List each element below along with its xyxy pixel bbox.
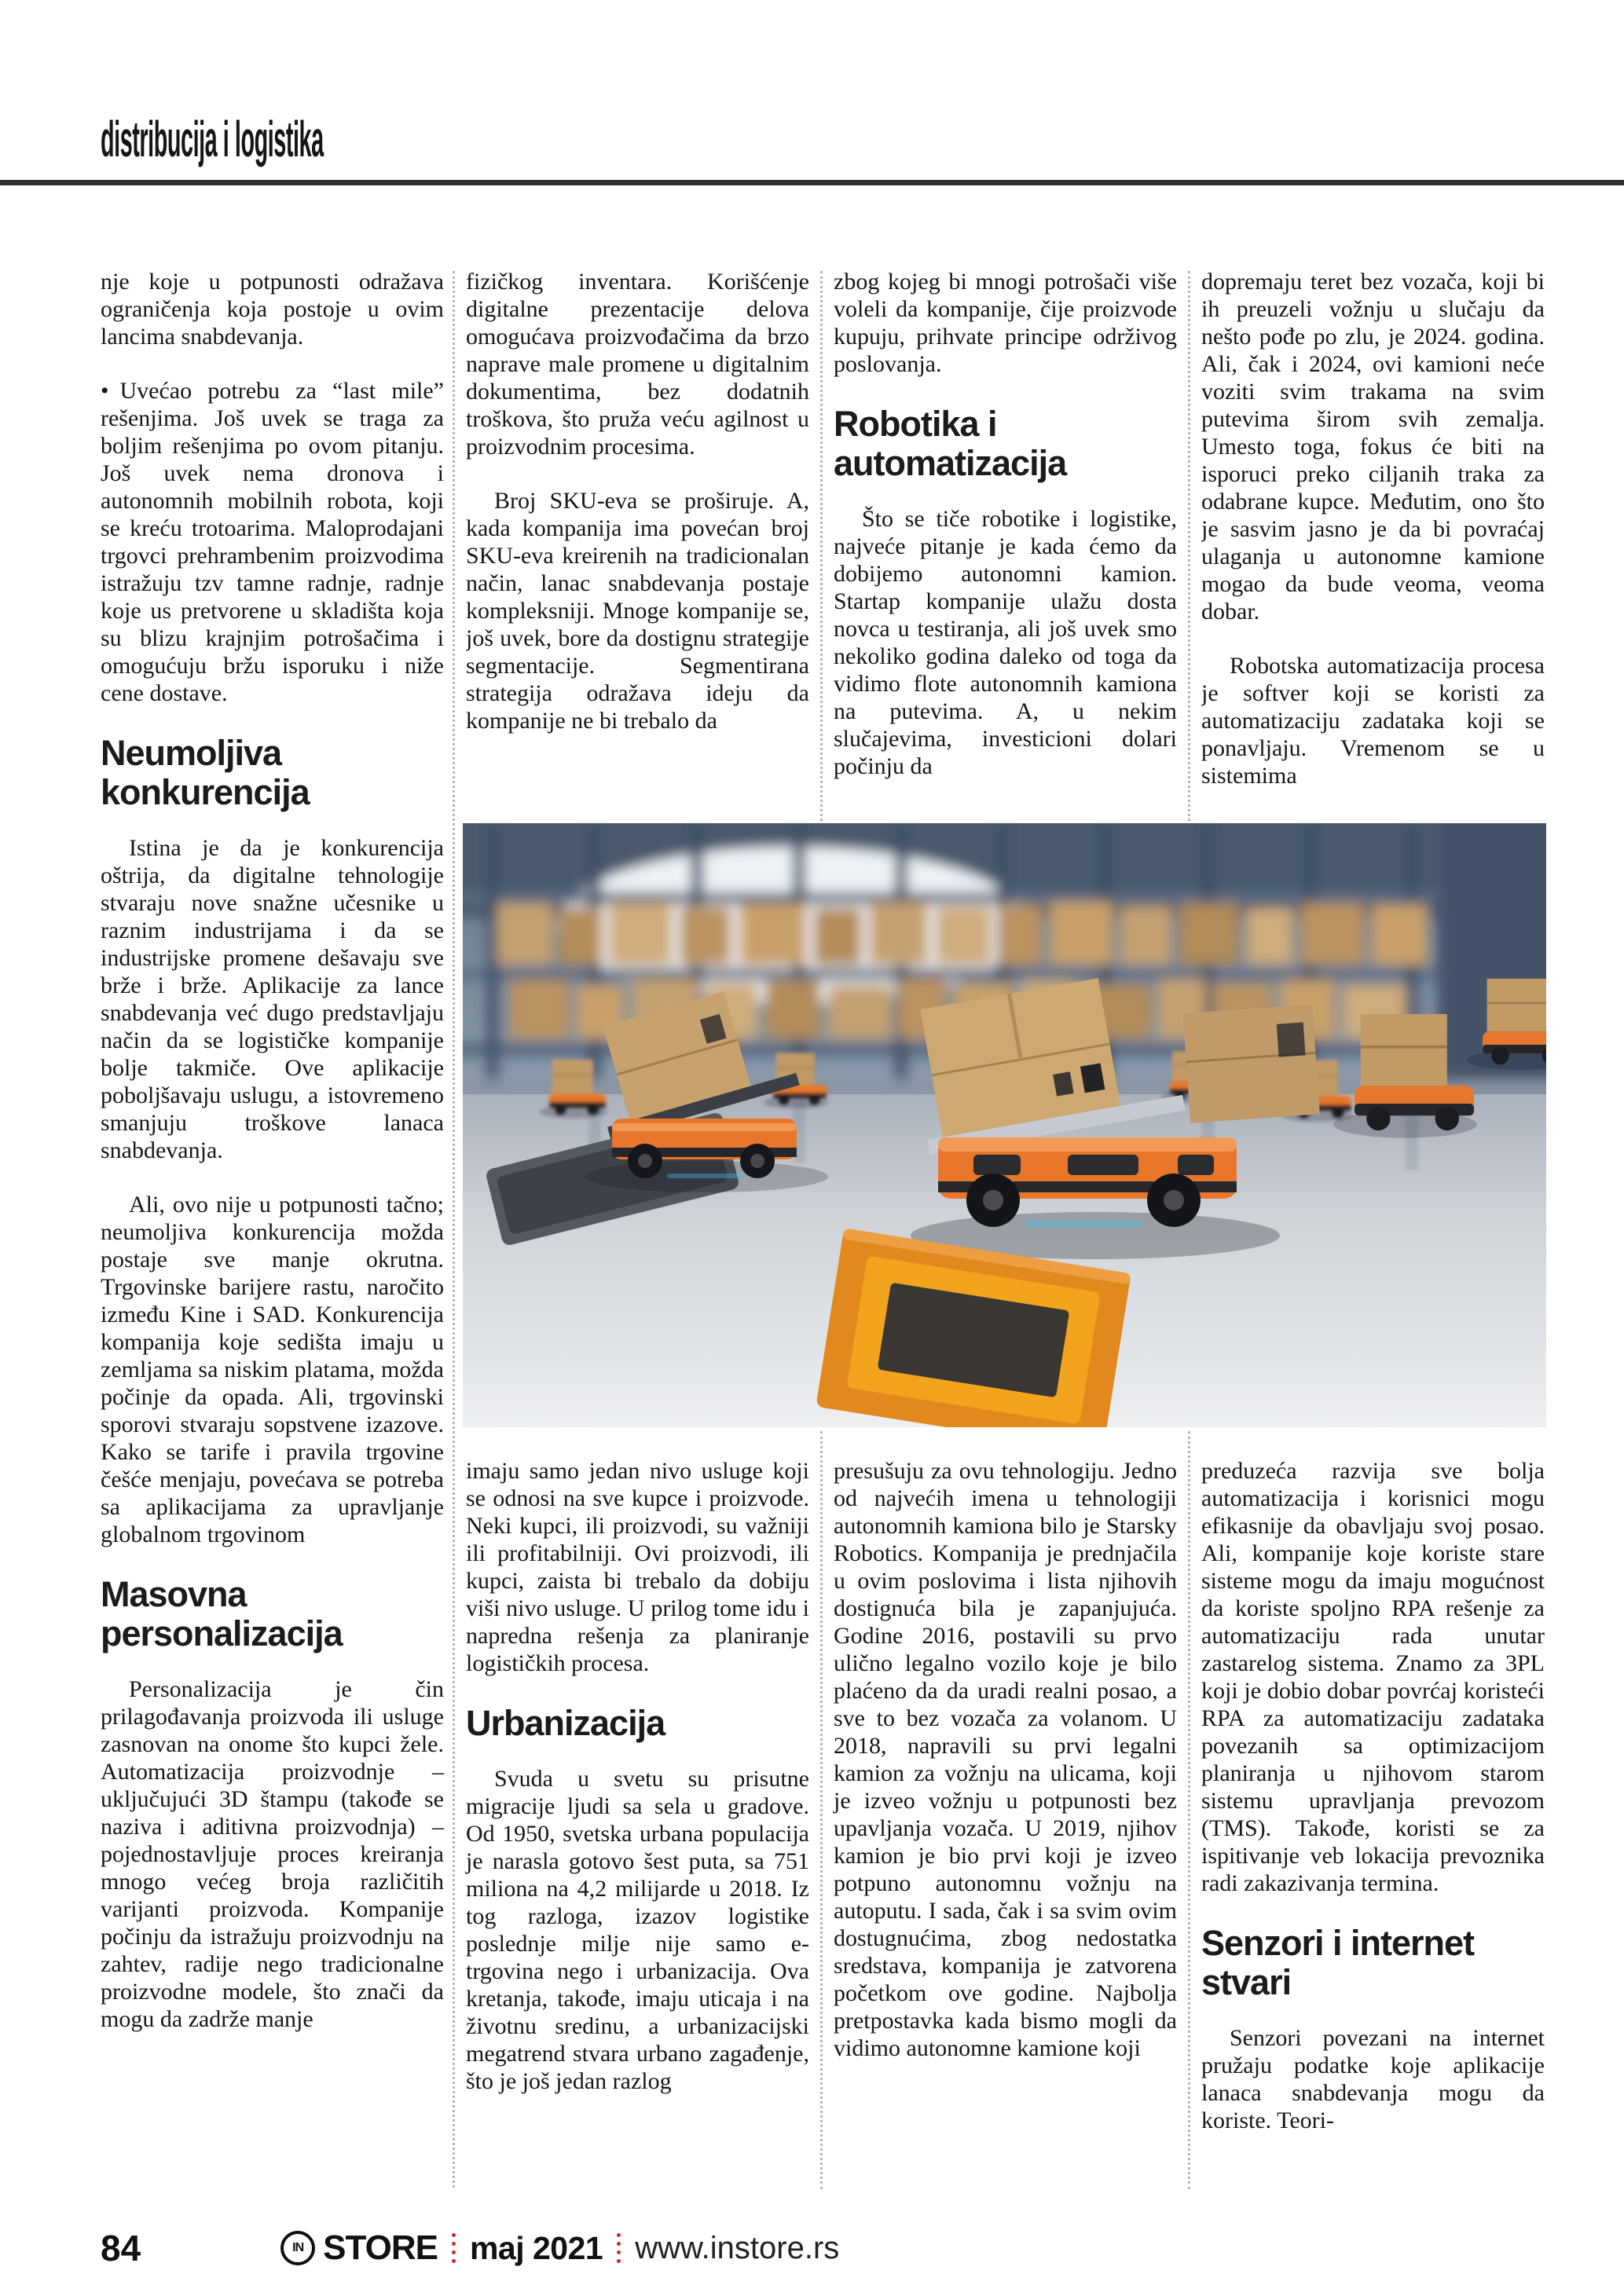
- warehouse-robots-illustration: [463, 823, 1546, 1427]
- header-rule: [0, 180, 1624, 185]
- body-paragraph: Personalizacija je čin prilagođavanja proizvoda ili usluge zasnovan na onome što kupci žele. Automatizacija proizvodnje – uključujući 3D štampu (takođe se naziva i aditivna proizvodnja) – pojednostavljuje proces kreiranja mnogo većeg broja različitih varijanti proizvoda. Kompanije počinju da istražuju proizvodnju na zahtev, radije nego tradicionalne proizvodne modele, što znači da mogu da zadrže manje: [101, 1676, 444, 2032]
- body-paragraph: Broj SKU-eva se proširuje. A, kada kompanija ima povećan broj SKU-eva kreirenih na tradicionalan način, lanac snabdevanja postaje kompleksniji. Mnoge kompanije se, još uvek, bore da dostignu strategije segmentacije. Segmentirana strategija odražava ideju da kompanije ne bi trebalo da: [466, 488, 809, 734]
- paragraph-text: Uvećao potrebu za “last mile” rešenjima. Još uvek se traga za boljim rešenjima po ovom pitanju. Još uvek nema dronova i autonomnih mobilnih robota, koji se kreću trotoarima. Maloprodajani trgovci prehrambenim proizvodima istražuju tzv tamne radnje, radnje koje us pretvorene u skladišta koja su blizu krajnjim potrošačima i omogućuju bržu isporuku i niže cene dostave.: [101, 378, 444, 706]
- body-paragraph: Ali, ovo nije u potpunosti tačno; neumoljiva konkurencija možda postaje sve manje okrutna. Trgovinske barijere rastu, naročito između Kine i SAD. Konkurencija kompanija koje sedišta imaju u zemljama sa niskim platama, možda počinje da opada. Ali, trgovinski sporovi stvaraju sopstvene izazove. Kako se tarife i pravila trgovine češće menjaju, povećava se potreba sa aplikacijama za upravljanje globalnom trgovinom: [101, 1192, 444, 1547]
- body-paragraph: Robotska automatizacija procesa je softver koji se koristi za automatizaciju zadataka koji se ponavljaju. Vremenom se u sistemima: [1201, 653, 1545, 789]
- section-heading: Masovna personalizacija: [101, 1574, 343, 1653]
- body-paragraph: Svuda u svetu su prisutne migracije ljudi sa sela u gradove. Od 1950, svetska urbana populacija je narasla gotovo šest puta, sa 751 miliona na 4,2 milijarde u 2018. Iz tog razloga, izazov logistike poslednje milje nije samo e-trgovina nego i urbanizacija. Ova kretanja, takođe, imaju uticaja i na životnu sredinu, a urbanizacijski megatrend stvara urbano zagađenje, što je još jedan razlog: [466, 1766, 809, 2094]
- page-number: 84: [101, 2228, 141, 2269]
- article-column-1: [101, 268, 444, 2060]
- article-column-3-top: [834, 268, 1177, 823]
- body-paragraph: fizičkog inventara. Korišćenje digitalne prezentacije delova omogućava proizvođačima da brzo naprave male promene u digitalnim dokumentima, bez dodatnih troškova, što pruža veću agilnost u proizvodnim procesima.: [466, 269, 809, 460]
- body-paragraph: [101, 377, 444, 707]
- section-heading: Neumoljiva konkurencija: [101, 733, 310, 812]
- section-heading: Urbanizacija: [466, 1703, 665, 1743]
- article-column-2-bottom: [466, 1457, 809, 2122]
- warehouse-robots-photo: [463, 823, 1546, 1427]
- article-column-4-bottom: [1201, 1457, 1545, 2161]
- section-heading: Robotika i automatizacija: [834, 404, 1067, 483]
- article-column-3-bottom: [834, 1457, 1177, 2089]
- red-dotted-divider: [452, 2233, 456, 2263]
- instore-in-logo-icon: IN: [280, 2231, 315, 2265]
- website-url: www.instore.rs: [635, 2230, 840, 2265]
- article-column-2-top: [466, 268, 809, 823]
- body-paragraph: dopremaju teret bez vozača, koji bi ih preuzeli vožnju u slučaju da nešto pođe po zlu, je 2024. godina. Ali, čak i 2024, ovi kamioni neće voziti svim trakama na svim putevima širom svih zemalja. Umesto toga, fokus će biti na isporuci preko ciljanih traka za odabrane kupce. Međutim, ono što je sasvim jasno je da bi povraćaj ulaganja u autonomne kamione mogao da bude veoma, veoma dobar.: [1201, 269, 1545, 624]
- body-paragraph: nje koje u potpunosti odražava ograničenja koja postoje u ovim lancima snabdevanja.: [101, 269, 444, 350]
- page-footer: [101, 2223, 1544, 2273]
- body-paragraph: preduzeća razvija sve bolja automatizacija i korisnici mogu efikasnije da obavljaju svoj posao. Ali, kompanije koje koriste stare sisteme mogu da imaju mogućnost da koriste spoljno RPA rešenje za automatizaciju rada unutar zastarelog sistema. Znamo za 3PL koji je dobio dobar povrćaj koristeći RPA za automatizaciju zadataka povezanih sa optimizacijom planiranja u njihovom starom sistemu upravljanja prevozom (TMS). Takođe, koristi se za ispitivanje veb lokacija prevoznika radi zakazivanja termina.: [1201, 1458, 1545, 1896]
- column-divider: [820, 1431, 823, 2189]
- column-divider: [453, 271, 455, 2188]
- body-paragraph: Što se tiče robotike i logistike, najveće pitanje je kada ćemo da dobijemo autonomni kamion. Startap kompanije ulažu dosta novca u testiranja, ali još uvek smo nekoliko godina daleko od toga da vidimo flote autonomnih kamiona na putevima. A, u nekim slučajevima, investicioni dolari počinju da: [834, 506, 1177, 779]
- body-paragraph: Istina je da je konkurencija oštrija, da digitalne tehnologije stvaraju nove snažne učesnike u raznim industrijama i da se industrijske promene dešavaju sve brže i brže. Aplikacije za lance snabdevanja već dugo predstavljaju način da se logističke kompanije bolje takmiče. Ove aplikacije poboljšavaju uslugu, a istovremeno smanjuju troškove lanaca snabdevanja.: [101, 835, 444, 1163]
- red-dotted-divider: [617, 2233, 621, 2263]
- instore-store-logo: STORE: [323, 2228, 438, 2267]
- article-column-4-top: [1201, 268, 1545, 823]
- issue-date: maj 2021: [469, 2229, 603, 2266]
- column-divider: [1188, 1431, 1190, 2189]
- column-divider: [1188, 271, 1190, 821]
- page-title: distribucija i logistika: [101, 111, 324, 167]
- section-heading: Senzori i internet stvari: [1201, 1923, 1475, 2002]
- body-paragraph: presušuju za ovu tehnologiju. Jedno od najvećih imena u tehnologiji autonomnih kamiona bilo je Starsky Robotics. Kompanija je prednjačila u ovim poslovima i lista njihovih dostignuća bila je zapanjujuća. Godine 2016, postavili su prvo ulično legalno vozilo koje je bilo plaćeno da da uradi realni posao, a sve to bez vozača za volanom. U 2018, napravili su prvi legalni kamion za vožnju na ulicama, koji je izveo vožnju u potpunosti bez upavljanja vozača. U 2019, njihov kamion je bio prvi koji je izveo potpuno autonomnu vožnju na autoputu. I sada, čak i sa svim ovim dostugnućima, zbog nedostatka sredstava, kompanija je zatvorena početkom ove godine. Najbolja pretpostavka kada bismo mogli da vidimo autonomne kamione koji: [834, 1458, 1177, 2061]
- column-divider: [820, 271, 823, 821]
- body-paragraph: zbog kojeg bi mnogi potrošači više voleli da kompanije, čije proizvode kupuju, prihvate principe održivog poslovanja.: [834, 269, 1177, 377]
- bullet-icon: •: [101, 378, 109, 404]
- body-paragraph: imaju samo jedan nivo usluge koji se odnosi na sve kupce i proizvode. Neki kupci, ili proizvodi, su važniji ili profitabilniji. Ovi proizvodi, ili kupci, zaista bi trebalo da dobiju viši nivo usluge. U prilog tome idu i napredna rešenja za planiranje logističkih procesa.: [466, 1458, 809, 1676]
- body-paragraph: Senzori povezani na internet pružaju podatke koje aplikacije lanaca snabdevanja mogu da koriste. Teori-: [1201, 2025, 1545, 2133]
